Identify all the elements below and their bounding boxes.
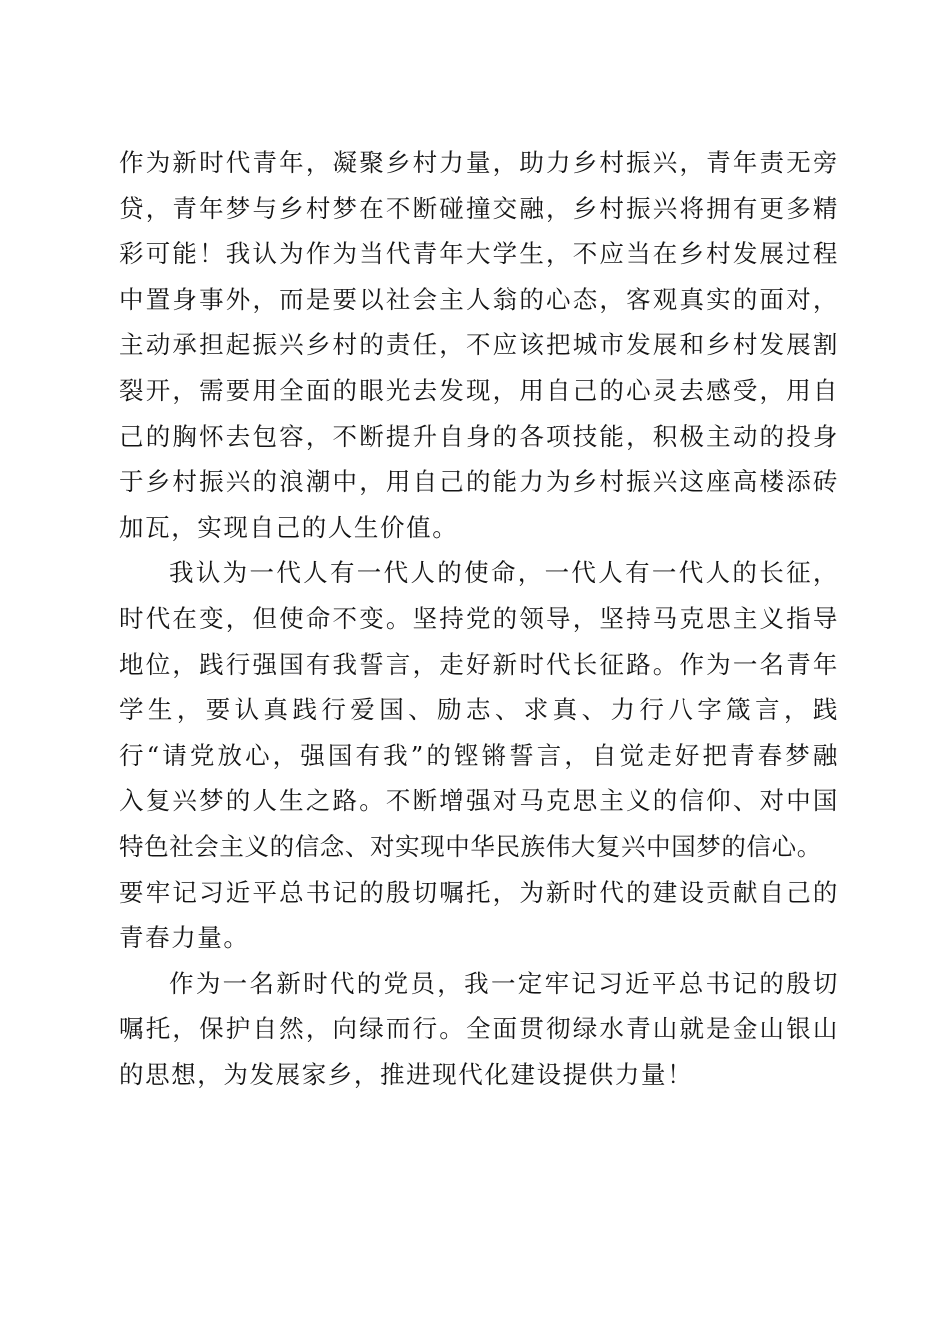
text-line: 地位，践行强国有我誓言，走好新时代长征路。作为一名青年: [119, 649, 839, 679]
paragraph-3: [119, 961, 839, 1098]
text-line: 于乡村振兴的浪潮中，用自己的能力为乡村振兴这座高楼添砖: [119, 467, 839, 497]
text-line: 青春力量。: [119, 923, 250, 953]
text-line: 行“请党放心，强国有我”的铿锵誓言，自觉走好把青春梦融: [119, 740, 839, 770]
text-line: 嘱托，保护自然，向绿而行。全面贯彻绿水青山就是金山银山: [119, 1014, 839, 1044]
text-line: 中置身事外，而是要以社会主人翁的心态，客观真实的面对，: [119, 284, 839, 314]
text-line: 裂开，需要用全面的眼光去发现，用自己的心灵去感受，用自: [119, 375, 839, 405]
text-line: 作为一名新时代的党员，我一定牢记习近平总书记的殷切: [169, 968, 839, 998]
paragraph-1: [119, 140, 839, 550]
text-line: 特色社会主义的信念、对实现中华民族伟大复兴中国梦的信心。: [119, 831, 822, 861]
paragraph-2: [119, 550, 839, 960]
text-line: 加瓦，实现自己的人生价值。: [119, 512, 459, 542]
text-line: 的思想，为发展家乡，推进现代化建设提供力量！: [119, 1059, 694, 1089]
text-line: 主动承担起振兴乡村的责任，不应该把城市发展和乡村发展割: [119, 330, 839, 360]
text-line: 要牢记习近平总书记的殷切嘱托，为新时代的建设贡献自己的: [119, 877, 839, 907]
text-line: 学生，要认真践行爱国、励志、求真、力行八字箴言，践: [119, 695, 839, 725]
text-line: 彩可能！我认为作为当代青年大学生，不应当在乡村发展过程: [119, 239, 839, 269]
text-line: 入复兴梦的人生之路。不断增强对马克思主义的信仰、对中国: [119, 786, 839, 816]
text-line: 我认为一代人有一代人的使命，一代人有一代人的长征，: [169, 558, 839, 588]
text-line: 己的胸怀去包容，不断提升自身的各项技能，积极主动的投身: [119, 421, 839, 451]
document-body: [119, 140, 839, 1097]
text-line: 作为新时代青年，凝聚乡村力量，助力乡村振兴，青年责无旁: [119, 148, 839, 177]
text-line: 贷，青年梦与乡村梦在不断碰撞交融，乡村振兴将拥有更多精: [119, 193, 839, 223]
text-line: 时代在变，但使命不变。坚持党的领导，坚持马克思主义指导: [119, 603, 839, 633]
